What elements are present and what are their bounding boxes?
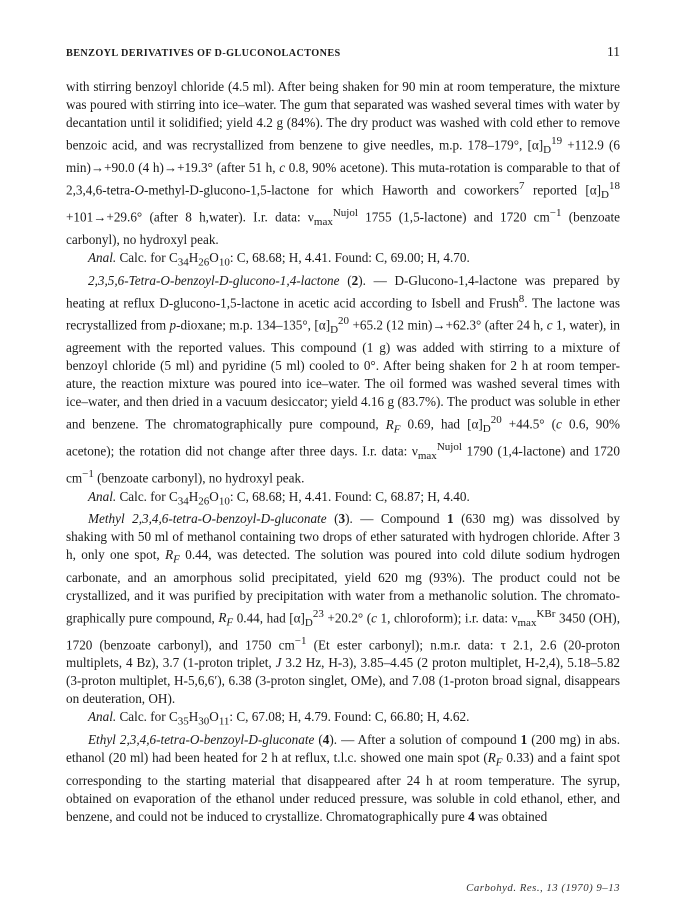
paragraph-p6: Anal. Calc. for $C_{35}H_{30}O_{11}$: C, 67.08; H, 4.79. Found: C, 66.80; H, 4.62. — [88, 709, 470, 728]
running-header — [66, 44, 620, 66]
journal-citation: Carbohyd. Res., 13 (1970) 9–13 — [466, 882, 620, 894]
paragraph-p2: Anal. Calc. for $C_{34}H_{26}O_{10}$: C, 68.68; H, 4.41. Found: C, 69.00; H, 4.70. — [88, 250, 470, 269]
paragraph-p5: Methyl 2,3,4,6-tetra-O-benzoyl-D-gluconate (3). — Compound 1 (630 mg) was dissolved by shaking with 50 ml of methanol containing two drops of ether saturated with hydrogen chloride. After 3 h, only one spot, $R_F$ 0.44, was detected. The solution was poured into cold dilute sodium hydrogen carbonate, and an amorphous solid precipitated, yield 620 mg (93%). The product could not be crystallized, and it was purified by precipitation with water from a methanolic solution. The chromato-graphically pure compound, $R_F$ 0.44, had $[\alpha]_D^{23} +20.2^\circ$ (c 1, chloroform); i.r. data: $\nu_{max}^{KBr}$ 3450 (OH), 1720 (benzoate carbonyl), and 1750 $cm^{-1}$ (Et ester carbonyl); n.m.r. data: τ 2.1, 2.6 (20-proton multiplets, 4 Bz), 3.7 (1-proton triplet, J 3.2 Hz, H-3), 3.85–4.45 (2 proton multiplet, H-2,4), 5.18–5.82 (3-proton multiplet, H-5,6,6′), 6.38 (3-proton singlet, OMe), and 7.08 (1-proton broad signal, disappears on deuteration, OH). — [66, 511, 621, 707]
page-number: 11 — [607, 44, 620, 59]
paragraph-p3: 2,3,5,6-Tetra-O-benzoyl-D-glucono-1,4-lactone (2). — D-Glucono-1,4-lactone was prepared by heating at reflux D-glucono-1,5-lactone in acetic acid according to Isbell and Frush$^8$. The lactone was recrystallized from p-dioxane; m.p. 134–135°, $[\alpha]_D^{20} +65.2$ (12 min)→+62.3° (after 24 h, c 1, water), in agreement with the reported values. This compound (1 g) was added with stirring to a mixture of benzoyl chloride (5 ml) and pyridine (5 ml) cooled to 0°. After being shaken for 2 h at room temper-ature, the reaction mixture was poured into ice–water. The oil formed was washed several times with ice–water, and then dried in a vacuum desiccator; yield 4.16 g (83.7%). The product was soluble in ether and benzene. The chromatographically pure compound, $R_F$ 0.69, had $[\alpha]_D^{20} +44.5^\circ$ (c 0.6, 90% acetone); the rotation did not change after three days. I.r. data: $\nu_{max}^{Nujol}$ 1790 (1,4-lactone) and 1720 $cm^{-1}$ (benzoate carbonyl), no hydroxyl peak. — [66, 272, 620, 486]
paragraph-p1: with stirring benzoyl chloride (4.5 ml). After being shaken for 90 min at room temperature, the mixture was poured with stirring into ice–water. The gum that separated was washed several times with water by decantation until it solidified; yield 4.2 g (84%). The dry product was washed with cold ether to remove benzoic acid, and was recrystallized from benzene to give needles, m.p. 178–179°, $[\alpha]_D^{19} +112.9$ (6 min)→+90.0 (4 h)→+19.3° (after 51 h, c 0.8, 90% acetone). This muta-rotation is comparable to that of 2,3,4,6-tetra-O-methyl-D-glucono-1,5-lactone for which Haworth and coworkers$^7$ reported $[\alpha]_D^{18} +101\to+29.6^\circ$ (after 8 h,water). I.r. data: $\nu_{max}^{Nujol}$ 1755 (1,5-lactone) and 1720 $cm^{-1}$ (benzoate carbonyl), no hydroxyl peak. — [66, 79, 620, 248]
running-title: BENZOYL DERIVATIVES OF D-GLUCONOLACTONES — [66, 48, 341, 59]
paragraph-p4: Anal. Calc. for $C_{34}H_{26}O_{10}$: C, 68.68; H, 4.41. Found: C, 68.87; H, 4.40. — [88, 488, 470, 508]
body-text — [66, 78, 620, 826]
page-content — [66, 44, 620, 826]
paragraph-p7: Ethyl 2,3,4,6-tetra-O-benzoyl-D-gluconate (4). — After a solution of compound 1 (200 mg) in abs. ethanol (20 ml) had been heated for 2 h at reflux, t.l.c. showed one main spot ($R_F$ 0.33) and a faint spot corresponding to the starting material that disappeared after 24 h at room temperature. The syrup, obtained on evaporation of the ethanol under reduced pressure, was soluble in cold ethanol, ether, and benzene, and could not be induced to crystallize. Chromatographically pure 4 was obtained — [66, 731, 620, 824]
